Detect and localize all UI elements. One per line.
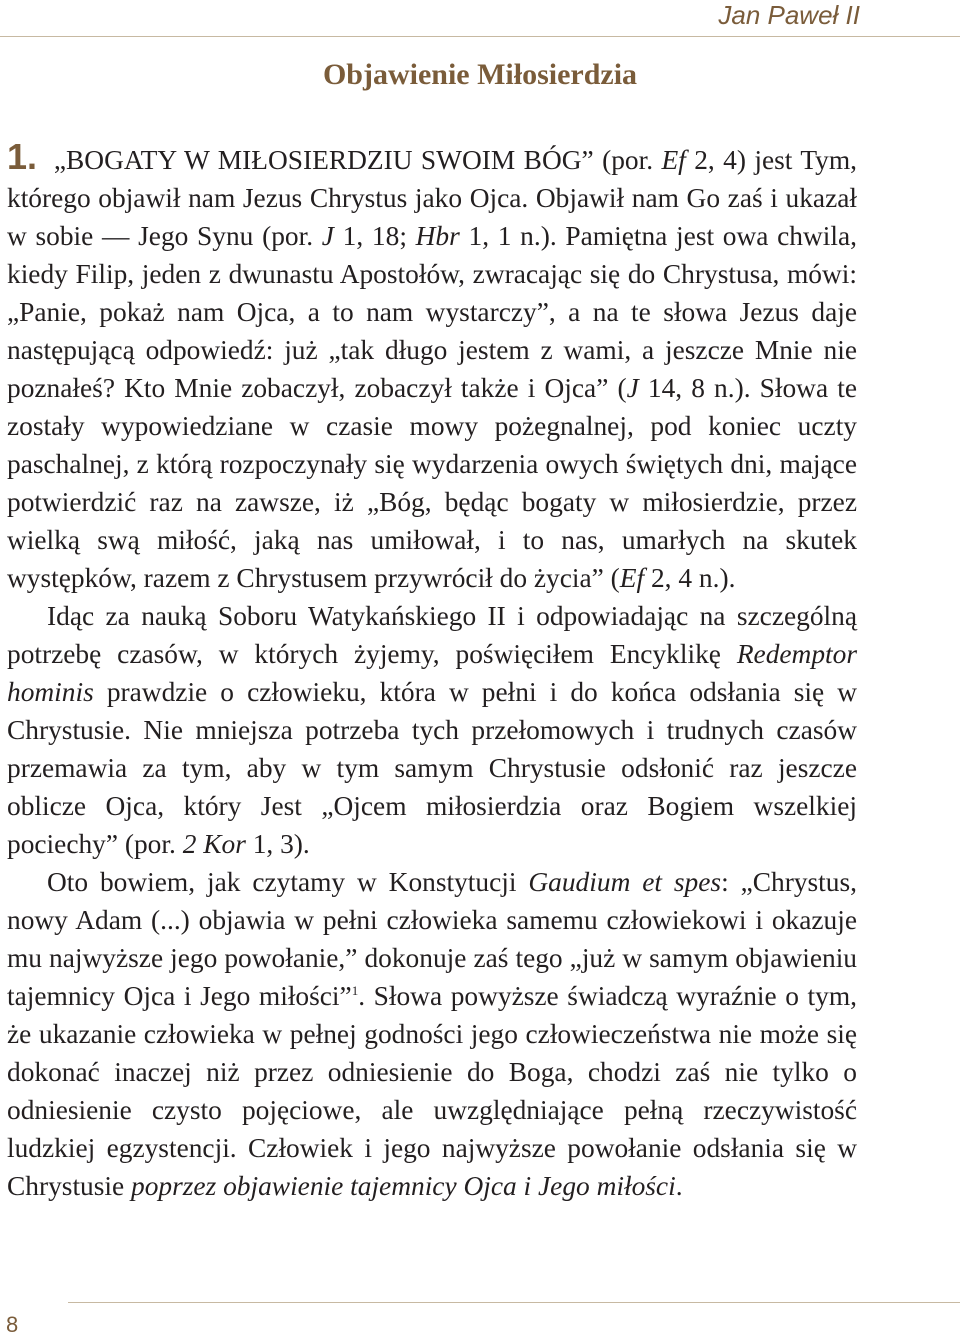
text-run: Oto bowiem, jak czytamy w Konstytucji bbox=[47, 867, 529, 897]
running-head-author: Jan Paweł II bbox=[718, 0, 860, 30]
citation-hbr: Hbr bbox=[415, 221, 460, 251]
page-number: 8 bbox=[6, 1312, 19, 1337]
footer-rule bbox=[68, 1302, 960, 1303]
citation-ef: Ef bbox=[619, 563, 645, 593]
body-text bbox=[7, 138, 857, 1205]
citation-j: J bbox=[626, 373, 639, 403]
paragraph-2 bbox=[7, 597, 857, 863]
text-run: 1, 3). bbox=[245, 829, 310, 859]
text-run: . bbox=[675, 1171, 683, 1201]
paragraph-1 bbox=[7, 138, 857, 597]
text-run: 2, 4) jest Tym, którego objawił nam Jezus Chrystus jako Ojca. Objawił nam Go zaś i ukazał w sobie — Jego Synu (por. bbox=[7, 145, 857, 251]
citation-2kor: 2 Kor bbox=[182, 829, 246, 859]
text-run: „BOGATY W MIŁOSIERDZIU SWOIM BÓG” (por. bbox=[53, 145, 662, 175]
text-run: . Słowa powyższe świadczą wyraźnie o tym, że ukazanie człowieka w pełnej godności jego człowieczeństwa nie może się dokonać inaczej niż przez odniesienie do Boga, chodzi zaś nie tylko o odniesienie czysto pojęciowe, ale uwzględniające pełną rzeczywistość ludzkiej egzystencji. Człowiek i jego najwyższe powołanie odsłania się w Chrystusie bbox=[7, 981, 857, 1201]
text-run: prawdzie o człowieku, która w pełni i do końca odsłania się w Chrystusie. Nie mniejsza potrzeba tych przełomowych i trudnych czasów przemawia za tym, aby w tym samym Chrystusie odsłonić raz jeszcze oblicze Ojca, który Jest „Ojcem miłosierdzia oraz Bogiem wszelkiej pociechy” (por. bbox=[7, 677, 857, 859]
encyclical-title: Redemptor hominis bbox=[7, 639, 857, 707]
citation-ef: Ef bbox=[661, 145, 686, 175]
footnote-marker: 1 bbox=[351, 982, 359, 998]
text-run: 14, 8 n.). Słowa te zostały wypowiedziane w czasie mowy pożegnalnej, pod koniec uczty paschalnej, z którą rozpoczynały się wydarzenia owych świętych dni, mające potwierdzić raz na zawsze, iż „Bóg, będąc bogaty w miłosierdzie, przez wielką swą miłość, jaką nas umiłował, i to nas, umarłych na skutek występków, razem z Chrystusem przywrócił do życia” ( bbox=[7, 373, 857, 593]
text-run: 1, 18; bbox=[333, 221, 416, 251]
constitution-title: Gaudium et spes bbox=[528, 867, 722, 897]
section-number: 1. bbox=[7, 136, 38, 177]
text-run: 1, 1 n.). Pamiętna jest owa chwila, kiedy Filip, jeden z dwunastu Apostołów, zwracając się do Chrystusa, mówi: „Panie, pokaż nam Ojca, a to nam wystarczy”, a na te słowa Jezus daje następującą odpowiedź: już „tak długo jestem z wami, a jeszcze Mnie nie poznałeś? Kto Mnie zobaczył, zobaczył także i Ojca” ( bbox=[7, 221, 858, 403]
text-run: Idąc za nauką Soboru Watykańskiego II i odpowiadając na szczególną potrzebę czasów, w których żyjemy, poświęciłem Encyklikę bbox=[7, 601, 857, 669]
text-run: 2, 4 n.). bbox=[644, 563, 736, 593]
text-run: : „Chrystus, nowy Adam (...) objawia w pełni człowieka samemu człowiekowi i okazuje mu najwyższe jego powołanie,” dokonuje zaś tego „już w samym objawieniu tajemnicy Ojca i Jego miłości” bbox=[7, 867, 857, 1011]
emphasis-text: poprzez objawienie tajemnicy Ojca i Jego miłości bbox=[131, 1171, 676, 1201]
citation-j: J bbox=[321, 221, 334, 251]
page-title: Objawienie Miłosierdzia bbox=[322, 58, 638, 91]
paragraph-3 bbox=[7, 863, 857, 1205]
header-rule bbox=[0, 36, 960, 37]
